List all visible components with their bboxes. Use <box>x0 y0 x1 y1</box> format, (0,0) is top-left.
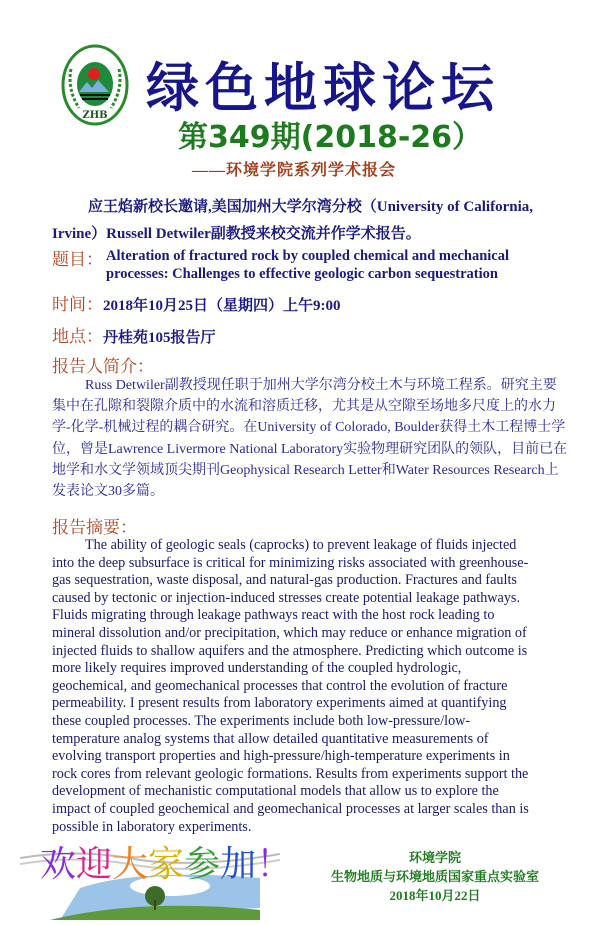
abstract-line: possible in laboratory experiments. <box>52 818 252 835</box>
abstract-heading: 报告摘要： <box>52 518 137 537</box>
series-subtitle: ——环境学院系列学术报会 <box>192 162 397 179</box>
bio-line: Russ Detwiler副教授现任职于加州大学尔湾分校土木与环境工程系。研究主要 <box>85 378 557 393</box>
abstract-line: permeability. I present results from laboratory experiments aimed at quantifying <box>52 695 507 712</box>
abstract-line: rock cores from relevant geologic formations. Results from experiments support the <box>52 765 529 782</box>
abstract-line: injected fluids to shallow aquifers and the atmosphere. Predicting which outcome is <box>52 642 528 659</box>
bio-line: 发表论文30多篇。 <box>52 484 164 500</box>
intro-line-2: Irvine）Russell Detwiler副教授来校交流并作学术报告。 <box>52 226 421 242</box>
abstract-text <box>52 537 552 836</box>
bio-line: 学-化学-机械过程的耦合研究。在University of Colorado, Boulder获得土木工程博士学 <box>52 420 566 436</box>
welcome-char: ！ <box>256 844 293 885</box>
welcome-char: 欢 <box>40 844 77 885</box>
topic-label: 题目： <box>52 250 103 269</box>
abstract-line: mineral dissolution and/or precipitation, which may reduce or enhance migration of <box>52 624 527 641</box>
welcome-char: 家 <box>148 844 185 885</box>
forum-title: 绿色地球论坛 <box>146 57 500 119</box>
issue-number: 第349期(2018-26） <box>178 120 483 155</box>
abstract-line: temperature analog systems that allow detailed quantitative measurements of <box>52 730 489 747</box>
welcome-char: 大 <box>112 844 149 885</box>
abstract-line: The ability of geologic seals (caprocks) to prevent leakage of fluids injected <box>85 537 517 553</box>
place-row <box>52 322 216 347</box>
bio-line: 地学和水文学领域顶尖期刊Geophysical Research Letter和Water Resources Research上 <box>52 462 559 478</box>
topic-line-1: Alteration of fractured rock by coupled chemical and mechanical <box>106 248 510 264</box>
place-value: 丹桂苑105报告厅 <box>103 330 216 346</box>
time-value: 2018年10月25日（星期四）上午9:00 <box>103 298 341 314</box>
abstract-line: geochemical, and geomechanical processes that control the evolution of fracture <box>52 677 508 694</box>
bio-text <box>52 375 568 502</box>
org-lab: 生物地质与环境地质国家重点实验室 <box>330 869 539 884</box>
issue-date: 2018年10月22日 <box>389 888 481 903</box>
abstract-line: caused by tectonic or injection-induced stresses create potential leakage pathways. <box>52 589 521 606</box>
abstract-line: development of mechanistic computational models that allow us to explore the <box>52 783 499 800</box>
intro-line-1: 应王焰新校长邀请,美国加州大学尔湾分校（University of California, <box>88 199 533 215</box>
abstract-line: gas sequestration, waste disposal, and natural-gas production. Fractures and faults <box>52 572 517 589</box>
place-label: 地点： <box>52 327 103 346</box>
welcome-char: 参 <box>184 844 221 885</box>
time-row <box>52 290 341 315</box>
bio-heading: 报告人简介： <box>52 357 154 376</box>
abstract-line: Fluids migrating through leakage pathways react with the host rock leading to <box>52 607 495 624</box>
welcome-char: 迎 <box>76 844 113 885</box>
abstract-line: evolving transport properties and high-pressure/high-temperature experiments in <box>52 748 510 765</box>
welcome-char: 加 <box>220 844 257 885</box>
bio-line: 位，曾是Lawrence Livermore National Laboratory实验物理研究团队的领队，目前已在 <box>52 441 568 457</box>
abstract-line: these coupled processes. The experiments include both low-pressure/low- <box>52 712 471 729</box>
bio-line: 集中在孔隙和裂隙介质中的水流和溶质迁移，尤其是从空隙至场地多尺度上的水力 <box>52 399 556 415</box>
zhb-logo <box>61 44 129 126</box>
time-label: 时间： <box>52 295 103 314</box>
abstract-line: impact of coupled geochemical and geomechanical processes at larger scales than is <box>52 800 529 817</box>
topic-line-2: processes: Challenges to effective geologic carbon sequestration <box>106 266 498 282</box>
svg-text:ZHB: ZHB <box>82 110 108 121</box>
org-school: 环境学院 <box>408 850 461 865</box>
abstract-line: into the deep subsurface is critical for minimizing risks associated with greenhouse- <box>52 554 529 571</box>
welcome-banner <box>40 836 292 887</box>
abstract-line: more likely requires improved understanding of the coupled hydrologic, <box>52 660 462 677</box>
